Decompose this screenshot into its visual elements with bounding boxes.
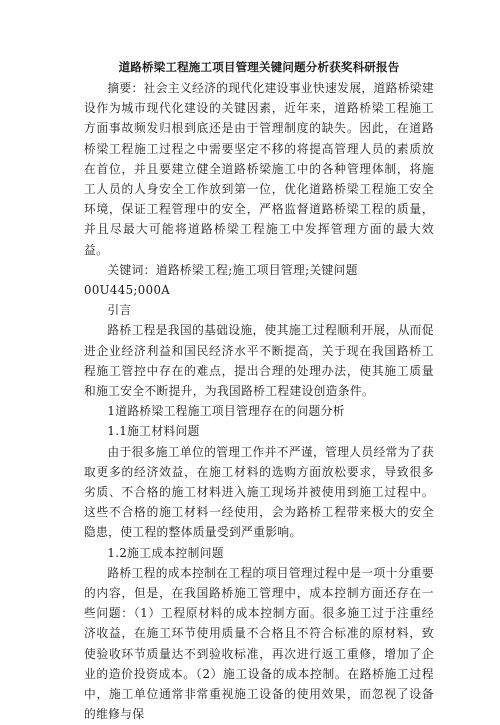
keywords-line: 关键词：道路桥梁工程;施工项目管理;关键问题 bbox=[107, 262, 358, 277]
intro-paragraph: 路桥工程是我国的基础设施，使其施工过程顺利开展，从而促进企业经济利益和国民经济水平不断提高，关于现在我国路桥工程施工管控中存在的难点，提出合理的处理办法，使其施工质量和施工安全不断提升，为我国路桥工程建设创造条件。 bbox=[84, 323, 434, 399]
section-1-heading: 1道路桥梁工程施工项目管理存在的问题分析 bbox=[107, 404, 345, 419]
classification-code: 00U445;000A bbox=[84, 283, 171, 298]
section-1-1-heading: 1.1施工材料问题 bbox=[107, 424, 200, 439]
document-body bbox=[84, 58, 434, 725]
section-1-2-paragraph: 路桥工程的成本控制在工程的项目管理过程中是一项十分重要的内容，但是，在我国路桥施工管理中，成本控制方面还存在一些问题：（1）工程原材料的成本控制方面。很多施工过于注重经济收益，在施工环节使用质量不合格且不符合标准的原材料，致使验收环节质量达不到验收标准，再次进行返工重修，增加了企业的造价投资成本。（2）施工设备的成本控制。在路桥施工过程中，施工单位通常非常重视施工设备的使用效果，而忽视了设备的维修与保 bbox=[84, 565, 434, 722]
section-1-1-paragraph: 由于很多施工单位的管理工作并不严谨，管理人员经常为了获取更多的经济效益，在施工材料的选购方面放松要求，导致很多劣质、不合格的施工材料进入施工现场并被使用到施工过程中。这些不合格的施工材料一经使用，会为路桥工程带来极大的安全隐患，使工程的整体质量受到严重影响。 bbox=[84, 444, 434, 540]
abstract-paragraph: 摘要：社会主义经济的现代化建设事业快速发展，道路桥梁建设作为城市现代化建设的关键因素，近年来，道路桥梁工程施工方面事故频发归根到底还是由于管理制度的缺失。因此，在道路桥梁工程施工过程之中需要坚定不移的将提高管理人员的素质放在首位，并且要建立健全道路桥梁施工中的各种管理体制，将施工人员的人身安全工作放到第一位，优化道路桥梁工程施工安全环境，保证工程管理中的安全，严格监督道路桥梁工程的质量，并且尽最大可能将道路桥梁工程施工中发挥管理方面的最大效益。 bbox=[84, 81, 434, 257]
section-1-2-heading: 1.2施工成本控制问题 bbox=[107, 545, 224, 560]
intro-heading: 引言 bbox=[107, 303, 132, 318]
document-title: 道路桥梁工程施工项目管理关键问题分析获奖科研报告 bbox=[118, 60, 400, 74]
